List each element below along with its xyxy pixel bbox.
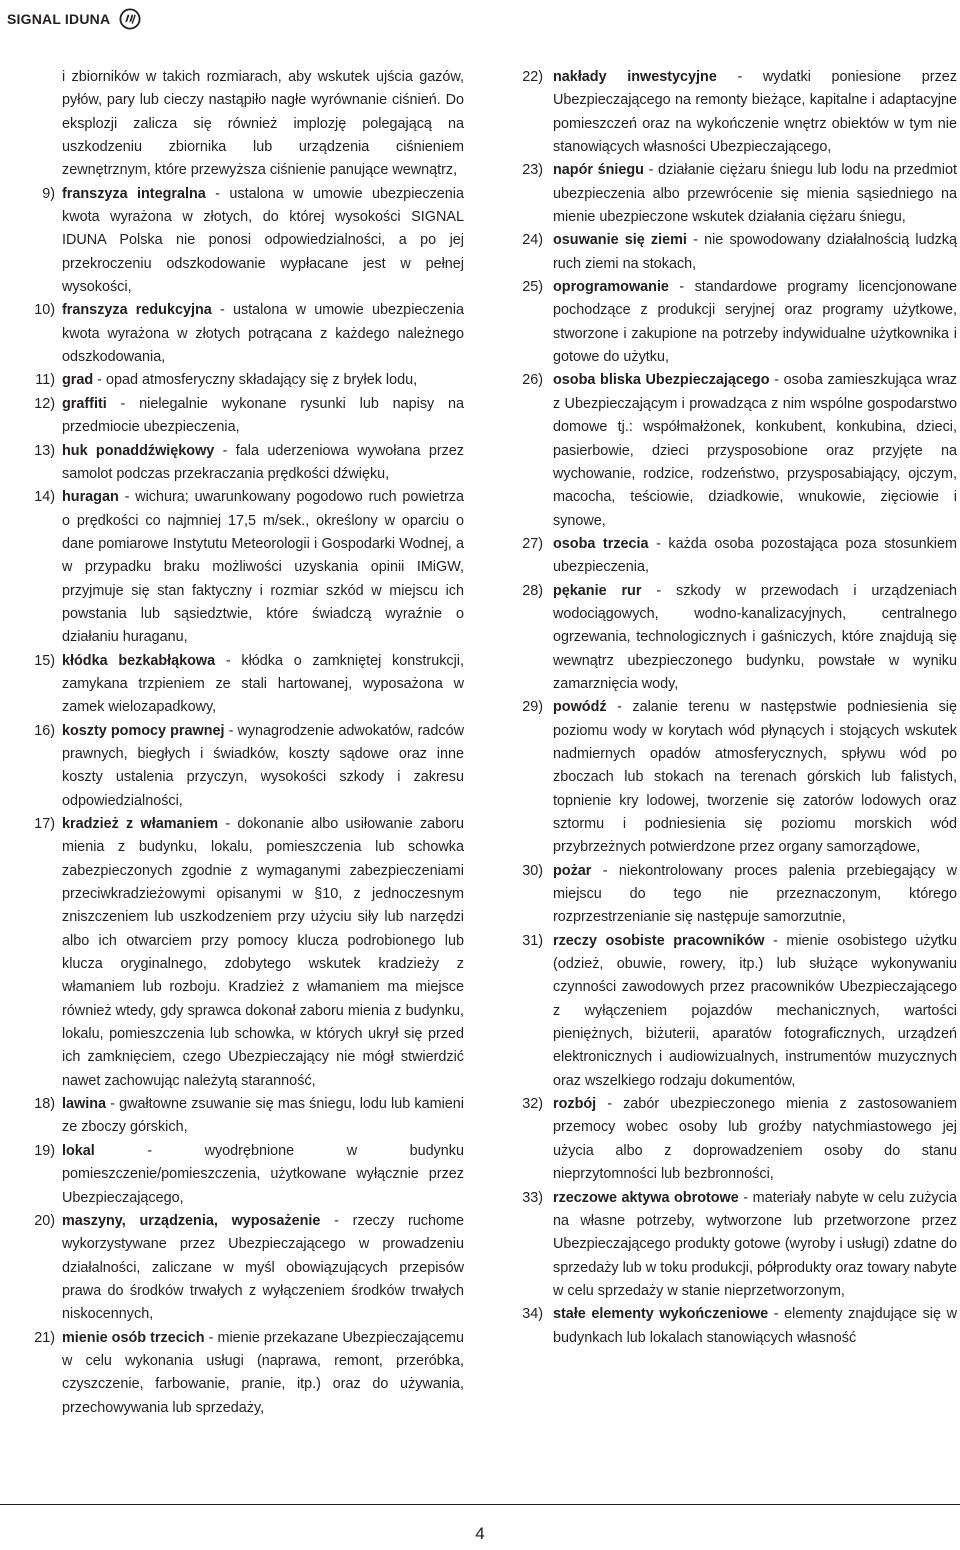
definition-text: - nielegalnie wykonane rysunki lub napisy na przedmiocie ubezpieczenia, <box>62 395 464 436</box>
definition-item <box>515 580 957 697</box>
item-number: 25) <box>522 279 543 296</box>
definition-item <box>515 66 957 159</box>
definition-text: - wichura; uwarunkowany pogodowo ruch powietrza o prędkości co najmniej 17,5 m/sek., określony w oparciu o dane pomiarowe Instytutu Meteorologii i Gospodarki Wodnej, a w przypadku braku możliwości uzyskania opinii IMiGW, przyjmuje się stan faktyczny i rozmiar szkód w miejscu ich powstania lub sąsiedztwie, które świadczą wyraźnie o działaniu huraganu, <box>62 489 464 646</box>
defined-term: rzeczy osobiste pracowników <box>553 932 765 949</box>
brand-name: SIGNAL IDUNA <box>7 11 111 27</box>
item-text <box>62 1140 464 1210</box>
definition-item <box>515 533 957 580</box>
definition-item <box>515 159 957 229</box>
item-text <box>62 813 464 1093</box>
definition-item <box>515 229 957 276</box>
defined-term: stałe elementy wykończeniowe <box>553 1306 769 1323</box>
item-number: 26) <box>522 372 543 389</box>
definition-text: - działanie ciężaru śniegu lub lodu na przedmiot ubezpieczenia albo przewrócenie się mienia sąsiedniego na mienie ubezpieczone wskutek działania ciężaru śniegu, <box>553 162 957 226</box>
definition-text: - gwałtowne zsuwanie się mas śniegu, lodu lub kamieni ze zboczy górskich, <box>62 1096 464 1136</box>
item-number: 24) <box>522 232 543 249</box>
item-number: 13) <box>34 442 55 459</box>
definition-item <box>28 813 464 1093</box>
definition-text: - wynagrodzenie adwokatów, radców prawnych, biegłych i świadków, koszty sądowe oraz inne koszty ustalenia przyczyn, wysokości szkody i zakresu odpowiedzialności, <box>62 722 464 809</box>
item-text <box>62 720 464 813</box>
item-number: 30) <box>522 862 543 879</box>
definition-item <box>28 369 464 392</box>
item-number: 22) <box>522 69 543 85</box>
defined-term: napór śniegu <box>553 162 644 179</box>
definition-text: - wydatki poniesione przez Ubezpieczającego na remonty bieżące, kapitalne i adaptacyjne pomieszczeń oraz na wykończenie wnętrz obiektów w tym nie stanowiących własności Ubezpieczającego, <box>553 69 957 156</box>
definition-text: - mienie osobistego użytku (odzież, obuwie, rowery, itp.) lub służące wykonywaniu czynności zawodowych przez pracowników Ubezpieczającego z wyłączeniem pojazdów mechanicznych, wartości pieniężnych, biżuterii, aparatów fotograficznych, urządzeń elektronicznych i audiowizualnych, instrumentów muzycznych oraz wszelkiego rodzaju dokumentów, <box>553 932 958 1089</box>
definition-text: - standardowe programy licencjonowane pochodzące z produkcji seryjnej oraz programy użytkowe, stworzone i zakupione na potrzeby indywidualne użytkownika i gotowe do użytku, <box>553 279 957 366</box>
item-text <box>62 650 464 720</box>
defined-term: oprogramowanie <box>553 279 669 296</box>
item-text <box>553 1303 957 1350</box>
definition-item <box>28 299 464 369</box>
defined-term: kradzież z włamaniem <box>62 816 219 832</box>
defined-term: pękanie rur <box>553 582 642 599</box>
definition-item <box>28 1140 464 1210</box>
definition-text: - rzeczy ruchome wykorzystywane przez Ubezpieczającego w prowadzeniu działalności, zaliczane w myśl obowiązujących przepisów prawa do środków trwałych z wyłączeniem środków trwałych niskocennych, <box>62 1212 464 1323</box>
item-number: 21) <box>34 1329 55 1346</box>
defined-term: mienie osób trzecich <box>62 1329 205 1346</box>
item-number: 19) <box>34 1142 55 1159</box>
item-text <box>62 486 464 649</box>
footer-divider <box>0 1504 960 1505</box>
definition-text: - osoba zamieszkująca wraz z Ubezpieczającym i prowadząca z nim wspólne gospodarstwo domowe tj.: współmałżonek, konkubent, konkubina, dzieci, pasierbowie, dzieci przysposobione oraz przyjęte na wychowanie, rodzice, rodzeństwo, przysposabiający, ojczym, macocha, teściowie, dziadkowie, wnukowie, zięciowie i synowe, <box>553 372 957 529</box>
definition-text: - zalanie terenu w następstwie podniesienia się poziomu wody w korytach wód płynących i stojących wskutek nadmiernych opadów atmosferycznych, spływu wód po zboczach lub stokach na terenach górskich lub falistych, topnienie kry lodowej, tworzenie się zatorów lodowych oraz sztormu i podniesienia się poziomu morskich wód przybrzeżnych potwierdzone przez organy samorządowe, <box>553 699 957 856</box>
item-number: 34) <box>522 1306 543 1323</box>
page-number: 4 <box>475 1524 485 1543</box>
item-text <box>62 1210 464 1327</box>
definition-item <box>515 276 957 369</box>
definition-item <box>28 650 464 720</box>
item-text <box>62 440 464 487</box>
defined-term: osoba trzecia <box>553 535 649 552</box>
defined-term: maszyny, urządzenia, wyposażenie <box>62 1212 321 1229</box>
item-number: 11) <box>35 372 55 389</box>
item-text <box>62 1093 464 1140</box>
definition-text: - ustalona w umowie ubezpieczenia kwota wyrażona w złotych potrącana z każdego należnego odszkodowania, <box>62 302 464 366</box>
definition-text: - niekontrolowany proces palenia przebiegający w miejscu do tego nie przeznaczonym, którego rozprzestrzenianie się następuje samorzutnie, <box>553 862 957 926</box>
item-number: 31) <box>522 932 543 949</box>
defined-term: franszyza redukcyjna <box>62 302 212 319</box>
definition-item <box>515 1187 957 1304</box>
defined-term: huragan <box>62 489 119 506</box>
item-number: 32) <box>522 1096 543 1113</box>
definition-text: - zabór ubezpieczonego mienia z zastosowaniem przemocy wobec osoby lub groźby natychmiastowego jej użycia albo z doprowadzeniem osoby do stanu nieprzytomności lub bezbronności, <box>553 1096 957 1183</box>
item-number: 27) <box>522 535 543 552</box>
item-text <box>553 369 957 532</box>
item-number: 18) <box>34 1096 55 1113</box>
item-text <box>553 1093 957 1186</box>
definition-text: - wyodrębnione w budynku pomieszczenie/pomieszczenia, użytkowane wyłącznie przez Ubezpieczającego, <box>62 1142 464 1206</box>
defined-term: lokal <box>62 1142 95 1159</box>
item-number: 29) <box>522 699 543 716</box>
left-column <box>28 66 464 1420</box>
definition-text: - mienie przekazane Ubezpieczającemu w celu wykonania usługi (naprawa, remont, przeróbka, czyszczenie, farbowanie, pranie, itp.) oraz do używania, przechowywania lub sprzedaży, <box>62 1329 464 1416</box>
definition-text: - elementy znajdujące się w budynkach lub lokalach stanowiących własność <box>553 1306 957 1346</box>
item-text <box>62 183 464 300</box>
item-text <box>553 860 957 930</box>
defined-term: huk ponaddźwiękowy <box>62 442 215 459</box>
defined-term: grad <box>62 372 94 389</box>
defined-term: franszyza integralna <box>62 185 206 202</box>
defined-term: koszty pomocy prawnej <box>62 722 225 739</box>
definition-text: - każda osoba pozostająca poza stosunkiem ubezpieczenia, <box>553 535 957 576</box>
item-text <box>553 159 957 229</box>
item-number: 12) <box>34 395 55 412</box>
item-text <box>553 276 957 369</box>
page-header <box>7 6 141 32</box>
item-number: 33) <box>522 1189 543 1206</box>
item-text <box>553 1187 957 1304</box>
definition-item <box>515 1093 957 1186</box>
definition-item <box>515 369 957 532</box>
item-text <box>553 696 957 859</box>
item-text <box>553 229 957 276</box>
definition-text: - nie spowodowany działalnością ludzką ruch ziemi na stokach, <box>553 232 957 272</box>
definition-item <box>515 860 957 930</box>
defined-term: rozbój <box>553 1096 597 1113</box>
item-text <box>62 369 464 392</box>
definition-item <box>515 1303 957 1350</box>
item-text <box>62 299 464 369</box>
definition-item <box>515 930 957 1093</box>
definition-item <box>28 183 464 300</box>
item-number: 16) <box>34 722 55 739</box>
definition-text: - fala uderzeniowa wywołana przez samolot podczas przekraczania prędkości dźwięku, <box>62 442 465 482</box>
item-text <box>553 533 957 580</box>
definition-item <box>28 393 464 440</box>
item-number: 9) <box>42 185 55 202</box>
item-number: 15) <box>34 652 55 669</box>
defined-term: kłódka bezkabłąkowa <box>62 652 216 669</box>
definition-item <box>28 1327 464 1420</box>
item-number: 14) <box>34 489 55 506</box>
defined-term: lawina <box>62 1096 106 1113</box>
item-text <box>62 393 464 440</box>
definition-item <box>28 440 464 487</box>
signal-iduna-logo-icon <box>119 8 141 30</box>
defined-term: nakłady inwestycyjne <box>553 69 717 85</box>
definition-item <box>28 1210 464 1327</box>
item-text <box>62 1327 464 1420</box>
definition-text: - ustalona w umowie ubezpieczenia kwota wyrażona w złotych, do której wysokości SIGNAL IDUNA Polska nie ponosi odpowiedzialności, a po jej przekroczeniu odszkodowanie wypłacane jest w pełnej wysokości, <box>62 185 464 296</box>
definition-text: - opad atmosferyczny składający się z bryłek lodu, <box>93 372 418 389</box>
defined-term: osuwanie się ziemi <box>553 232 687 249</box>
item-text <box>553 930 957 1093</box>
right-column <box>515 66 957 1350</box>
item-number: 20) <box>34 1212 55 1229</box>
item-text <box>553 580 957 697</box>
definition-text: - materiały nabyte w celu zużycia na własne potrzeby, wytworzone lub przetworzone przez Ubezpieczającego produkty gotowe (wyroby i usługi) zdatne do sprzedaży lub w toku produkcji, półprodukty oraz towary nabyte w celu sprzedaży w stanie nieprzetworzonym, <box>553 1189 957 1299</box>
defined-term: pożar <box>553 862 592 879</box>
definition-item <box>515 696 957 859</box>
definition-text: - dokonanie albo usiłowanie zaboru mienia z budynku, lokalu, pomieszczenia lub schowka zabezpieczonych zgodnie z wymaganymi zabezpieczeniami przeciwkradzieżowymi opisanymi w §10, z jednoczesnym zniszczeniem lub uszkodzeniem przy użyciu siły lub narzędzi albo ich otwarciem przy pomocy klucza podrobionego lub klucza oryginalnego, zdobytego wskutek kradzieży z włamaniem lub rozboju. Kradzież z włamaniem ma miejsce również wtedy, gdy sprawca dokonał zaboru mienia z budynku, lokalu, pomieszczenia lub schowka, w których ukrył się przed ich zamknięciem, czego Ubezpieczający nie mógł stwierdzić nawet zachowując należytą staranność, <box>62 816 464 1089</box>
definition-item <box>28 1093 464 1140</box>
definition-text: - szkody w przewodach i urządzeniach wodociągowych, wodno-kanalizacyjnych, centralnego ogrzewania, technologicznych i gaśniczych, które znajdują się wewnątrz ubezpieczonego budynku, powstałe w wyniku zamarznięcia wody, <box>553 582 957 692</box>
defined-term: powódź <box>553 699 607 716</box>
definition-item <box>28 720 464 813</box>
defined-term: rzeczowe aktywa obrotowe <box>553 1189 739 1206</box>
definition-item <box>28 486 464 649</box>
defined-term: osoba bliska Ubezpieczającego <box>553 372 770 389</box>
defined-term: graffiti <box>62 395 107 412</box>
continued-paragraph: i zbiorników w takich rozmiarach, aby wskutek ujścia gazów, pyłów, pary lub cieczy nastąpiło nagłe wyrównanie ciśnień. Do eksplozji zalicza się również implozję polegającą na uszkodzeniu zbiornika lub urządzenia ciśnieniem zewnętrznym, które przewyższa ciśnienie panujące wewnątrz, <box>62 69 464 179</box>
definition-text: - kłódka o zamkniętej konstrukcji, zamykana trzpieniem ze stali hartowanej, wyposażona w zamek wielozapadkowy, <box>62 652 464 716</box>
item-number: 28) <box>522 582 543 599</box>
item-number: 23) <box>522 162 543 179</box>
item-number: 17) <box>34 816 55 832</box>
item-number: 10) <box>34 302 55 319</box>
item-text <box>553 66 957 159</box>
